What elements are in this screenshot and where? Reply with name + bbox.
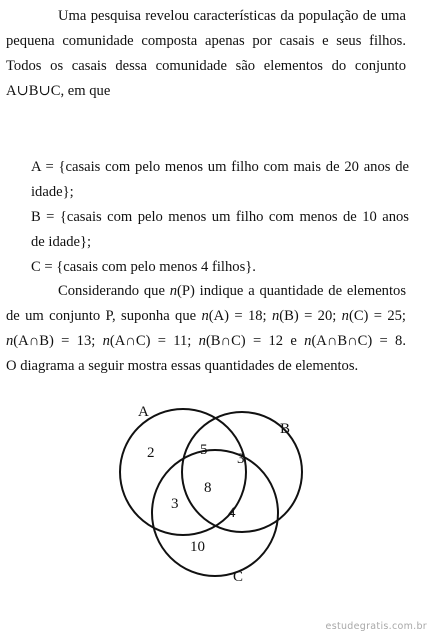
set-a-line-2: idade}; — [31, 184, 74, 200]
region-a-c: 3 — [171, 496, 179, 512]
consider-line-2: de um conjunto P, suponha que n(A) = 18; n(B) = 20; n(C) = 25; — [6, 308, 406, 324]
set-b-line-1: B = {casais com pelo menos um filho com menos de 10 anos — [31, 209, 409, 225]
set-a-line-1: A = {casais com pelo menos um filho com mais de 20 anos de — [31, 159, 409, 175]
set-b-line-2: de idade}; — [31, 234, 92, 250]
intro-line-4: A∪B∪C, em que — [6, 83, 111, 99]
set-c-line-1: C = {casais com pelo menos 4 filhos}. — [31, 259, 256, 275]
intro-line-1: Uma pesquisa revelou características da população de uma — [58, 8, 406, 24]
intro-line-2: pequena comunidade composta apenas por casais e seus filhos. — [6, 33, 406, 49]
region-b-c: 4 — [228, 505, 236, 521]
label-a: A — [138, 404, 149, 420]
set-c-circle — [152, 450, 278, 576]
consider-line-1: Considerando que n(P) indique a quantidade de elementos — [58, 283, 407, 299]
label-c: C — [233, 569, 244, 585]
region-only-b: 3 — [237, 451, 245, 467]
watermark: estudegratis.com.br — [325, 621, 427, 632]
region-a-b: 5 — [200, 442, 208, 458]
consider-line-3: n(A∩B) = 13; n(A∩C) = 11; n(B∩C) = 12 e n(A∩B∩C) = 8. — [6, 333, 407, 349]
consider-line-4: O diagrama a seguir mostra essas quantidades de elementos. — [6, 358, 359, 374]
region-a-b-c: 8 — [204, 480, 212, 496]
region-only-a: 2 — [147, 445, 155, 461]
intro-line-3: Todos os casais dessa comunidade são elementos do conjunto — [6, 58, 406, 74]
region-only-c: 10 — [190, 539, 205, 555]
label-b: B — [280, 421, 291, 437]
